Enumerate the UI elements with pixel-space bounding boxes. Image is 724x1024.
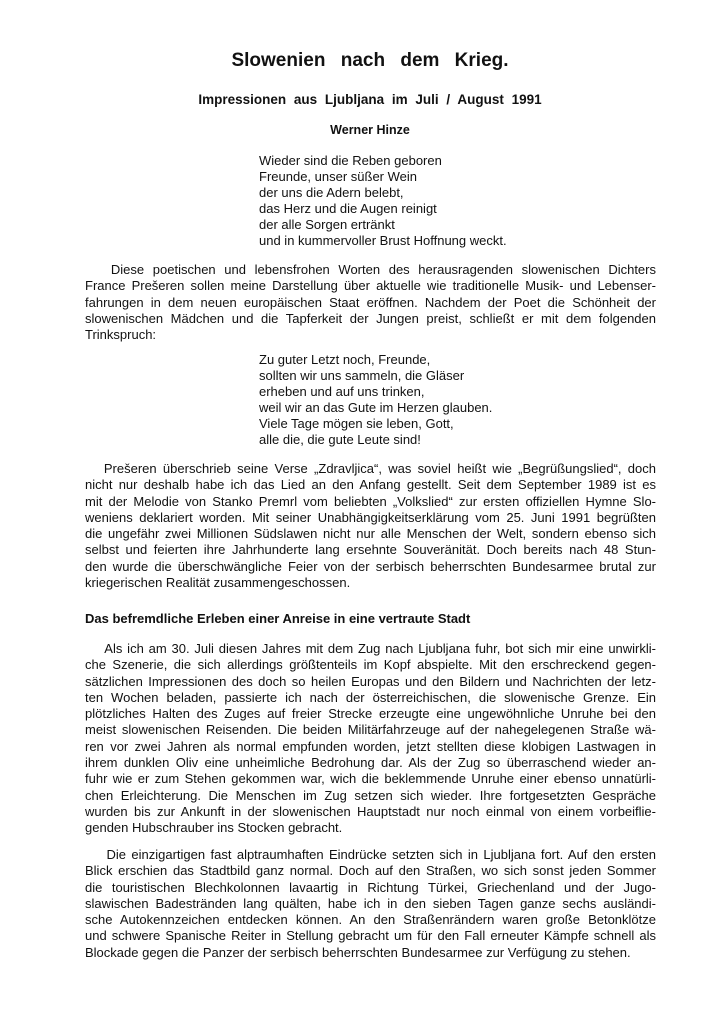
text-line: ten Wochen beladen, passierte ich nach der österreichischen, die slowenische Grenze. Ein [85, 689, 656, 705]
text-line: Blockade gegen die Panzer der serbisch beherrschten Bundesarmee zur Verfügung zu stehen. [85, 944, 631, 960]
text-line: Trinkspruch: [85, 327, 157, 343]
paragraph-intro [85, 262, 656, 343]
paragraph-ljubljana [85, 847, 656, 961]
text-line: genden Hubschrauber ins Stocken gebracht. [85, 820, 343, 836]
document-title: Slowenien nach dem Krieg. [231, 50, 509, 71]
text-line: kriegerischen Realität zusammengeschossen. [85, 575, 351, 591]
text-line: plötzliches Halten des Zuges auf freier Strecke erzeugte eine ungewöhnliche Unruhe bei den [85, 706, 656, 722]
author-name: Werner Hinze [330, 123, 410, 137]
text-line: slawischen Badestränden lang quälten, habe ich in den sieben Tagen ganze sechs ausländi- [85, 895, 656, 911]
poem-line: weil wir an das Gute im Herzen glauben. [259, 400, 493, 415]
text-line: che Szenerie, die sich allerdings größtenteils im Kopf abspielte. Mit den erschreckend gegen- [85, 657, 656, 673]
poem-line: alle die, die gute Leute sind! [259, 432, 421, 447]
section-heading: Das befremdliche Erleben einer Anreise in eine vertraute Stadt [85, 611, 471, 626]
poem-line: der alle Sorgen ertränkt [259, 217, 395, 232]
text-line: ihrem dunklen Oliv eine unheimliche Bedrohung dar. Als der Zug so überraschend wieder an- [85, 755, 656, 771]
poem-line: Zu guter Letzt noch, Freunde, [259, 352, 431, 367]
text-line: weniens deklariert worden. Mit seiner Unabhängigkeitserklärung vom 25. Juni 1991 begrüßten [85, 509, 656, 525]
text-line: selbst und feierten ihre Jahrhunderte lang ersehnte Souveränität. Doch bereits nach 48 Stun- [85, 542, 656, 558]
poem-line: das Herz und die Augen reinigt [259, 201, 437, 216]
text-line: nicht nur deshalb habe ich das Lied an den Anfang gestellt. Seit dem September 1989 ist es [85, 477, 656, 493]
text-line: und schwere Spanische Reiter in Stellung gebracht um für den Fall erneuter Kämpfe schnell als [85, 928, 656, 944]
text-line: die touristischen Blechkolonnen lavaartig in Richtung Türkei, Griechenland und der Jugo- [85, 879, 656, 895]
text-line: chen Erleichterung. Die Menschen im Zug setzen sich wieder. Ihre fortgesetzten Gespräche [85, 787, 656, 803]
paragraph-arrival [85, 641, 656, 837]
paragraph-hymn [85, 461, 656, 591]
poem-line: Wieder sind die Reben geboren [259, 153, 442, 168]
text-line: fuhr wie er zum Stehen gekommen war, wich die beklemmende Unruhe einer ebenso unnatürli- [85, 771, 656, 787]
text-line: fahrungen in dem neuen europäischen Staat eröffnen. Nachdem der Poet die Schönheit der [85, 294, 656, 310]
poem-stanza-2 [259, 352, 492, 448]
poem-stanza-1 [259, 153, 507, 249]
poem-line: der uns die Adern belebt, [259, 185, 404, 200]
text-line: Prešeren überschrieb seine Verse „Zdravljica“, was soviel heißt wie „Begrüßungslied“, doch [85, 461, 656, 476]
text-line: mit der Melodie von Stanko Premrl vom beliebten „Volkslied“ zur ersten offiziellen Hymne Slo- [85, 493, 656, 509]
text-line: Die einzigartigen fast alptraumhaften Eindrücke setzten sich in Ljubljana fort. Auf den ersten [85, 847, 656, 862]
poem-line: und in kummervoller Brust Hoffnung weckt. [259, 233, 507, 248]
poem-line: Freunde, unser süßer Wein [259, 169, 417, 184]
text-line: Blick erschien das Stadtbild ganz normal. Doch auf den Straßen, wo sich sonst jeden Sommer [85, 863, 656, 879]
text-line: France Prešeren sollen meine Darstellung über aktuelle wie traditionelle Musik- und Lebenser- [85, 278, 656, 294]
text-line: den wurde die überschwängliche Feier von der serbisch beherrschten Bundesarmee brutal zur [85, 558, 656, 574]
text-line: meist slowenischen Reisenden. Die beiden Militärfahrzeuge auf der nahegelegenen Straße wä- [85, 722, 656, 738]
text-line: sätzlichen Impressionen des doch so heilen Europas und den Bildern und Nachrichten der letz- [85, 673, 656, 689]
text-line: wurden bis zur Ankunft in der slowenischen Hauptstadt nur noch einmal von einem vorbeiflie- [85, 803, 656, 819]
text-line: sche Autokennzeichen entdecken können. An den Straßenrändern waren große Betonklötze [85, 912, 656, 928]
poem-line: sollten wir uns sammeln, die Gläser [259, 368, 465, 383]
text-line: Als ich am 30. Juli diesen Jahres mit dem Zug nach Ljubljana fuhr, bot sich mir eine unwirkli- [85, 641, 656, 656]
text-line: ren vor zwei Jahren als normal empfunden worden, jetzt stellten diese klobigen Lastwagen in [85, 738, 656, 754]
poem-line: erheben und auf uns trinken, [259, 384, 425, 399]
text-line: die ungefähr zwei Millionen Südslawen nicht nur alle Menschen der Welt, sondern ebenso sich [85, 526, 656, 542]
text-line: Diese poetischen und lebensfrohen Worten des herausragenden slowenischen Dichters [85, 262, 656, 277]
document-subtitle: Impressionen aus Ljubljana im Juli / August 1991 [198, 92, 542, 107]
poem-line: Viele Tage mögen sie leben, Gott, [259, 416, 454, 431]
text-line: slowenischen Mädchen und die Tapferkeit der Jungen preist, schließt er mit dem folgenden [85, 310, 656, 326]
